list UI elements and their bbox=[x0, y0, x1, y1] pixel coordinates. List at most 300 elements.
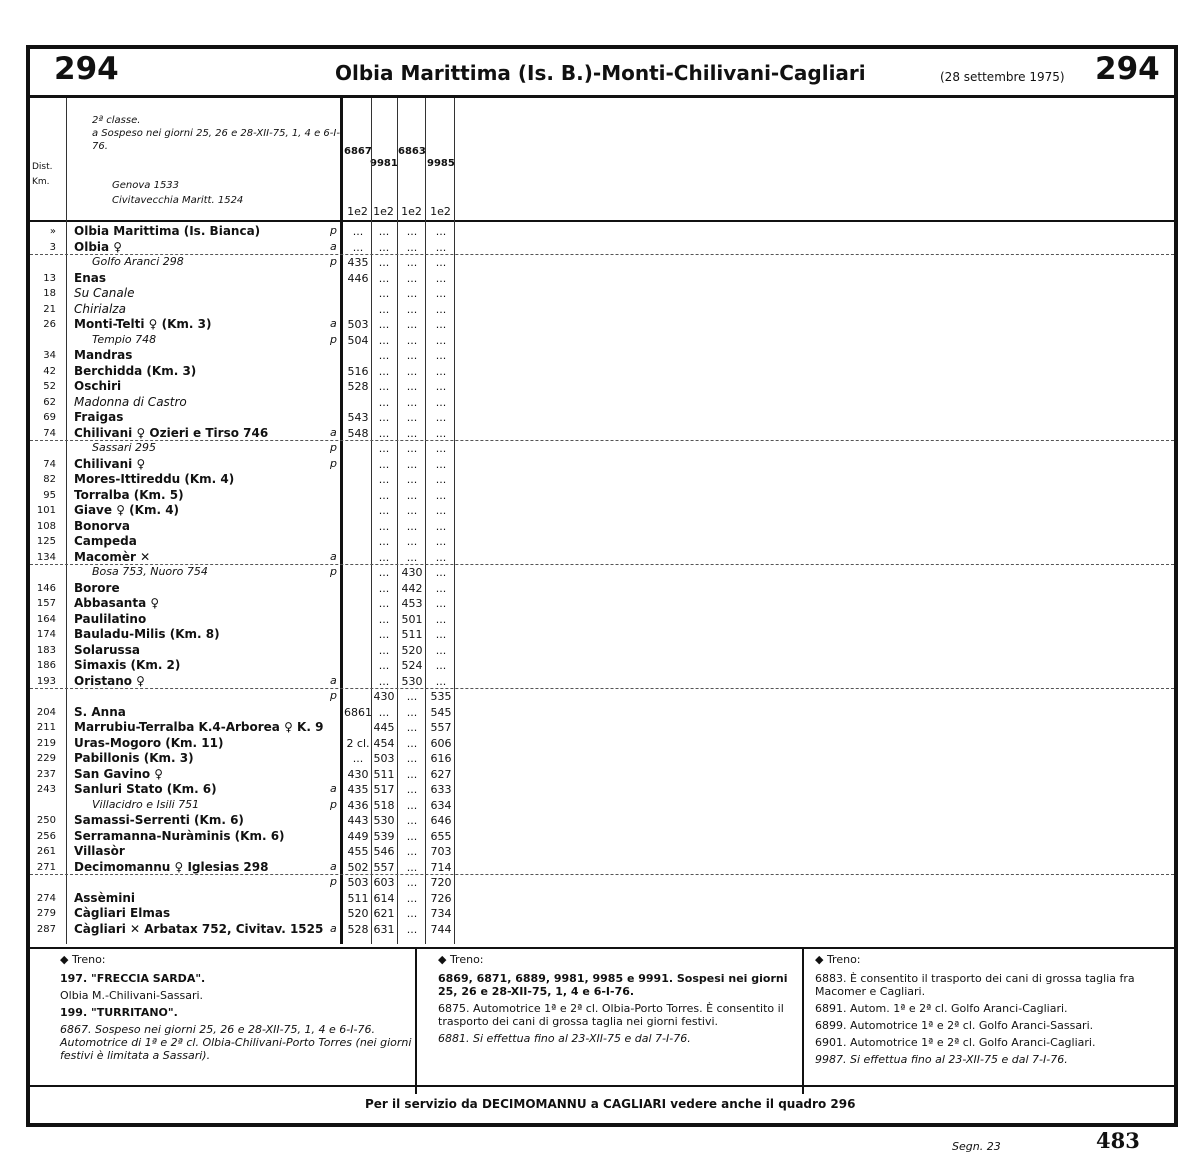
time-cell: ... bbox=[378, 643, 390, 657]
table-row bbox=[30, 736, 1174, 751]
time-cell: 714 bbox=[430, 860, 452, 874]
table-row bbox=[30, 689, 1174, 704]
time-cell: ... bbox=[378, 364, 390, 378]
time-cell: ... bbox=[352, 752, 364, 765]
station-name: Samassi-Serrenti (Km. 6) bbox=[74, 813, 244, 827]
time-cell: ... bbox=[406, 349, 418, 362]
table-row bbox=[30, 286, 1174, 301]
footnote-col-2: ◆ Treno: 6869, 6871, 6889, 9981, 9985 e 9991. Sospesi nei giorni 25, 26 e 28-XII-75, 1, 4 e 6-I-76. 6875. Automotrice 1ª e 2ª cl. Olbia-Porto Torres. È consentito il trasporto dei cani di grossa taglia nei giorni festivi. 6881. Si effettua fino al 23-XII-75 e dal 7-I-76. bbox=[438, 953, 788, 1045]
time-cell: 520 bbox=[401, 643, 423, 657]
time-cell: ... bbox=[435, 225, 447, 238]
ref-civitavecchia: Civitavecchia Maritt. 1524 bbox=[112, 195, 244, 206]
time-cell: ... bbox=[406, 333, 418, 347]
time-cell: ... bbox=[406, 690, 418, 703]
time-cell: 516 bbox=[347, 364, 369, 378]
station-name: Golfo Aranci 298 bbox=[92, 255, 184, 268]
table-row bbox=[30, 534, 1174, 549]
time-cell: 528 bbox=[347, 922, 369, 936]
time-cell: ... bbox=[406, 798, 418, 812]
time-cell: 430 bbox=[347, 767, 369, 781]
time-cell: ... bbox=[435, 488, 447, 502]
time-cell: ... bbox=[378, 287, 390, 300]
time-cell: 430 bbox=[373, 690, 395, 703]
station-name: Abbasanta ♀ bbox=[74, 596, 160, 610]
time-cell: 726 bbox=[430, 891, 452, 905]
arr-dep-marker: a bbox=[330, 673, 337, 687]
table-row bbox=[30, 829, 1174, 844]
table-row bbox=[30, 472, 1174, 487]
column-head-notes: 2ª classe. a Sospeso nei giorni 25, 26 e 28-XII-75, 1, 4 e 6-I-76. bbox=[92, 115, 340, 152]
time-cell: ... bbox=[378, 519, 390, 533]
station-name: Monti-Telti ♀ (Km. 3) bbox=[74, 317, 212, 331]
time-cell: 503 bbox=[347, 876, 369, 889]
station-name: Bauladu-Milis (Km. 8) bbox=[74, 627, 220, 641]
time-cell: ... bbox=[406, 504, 418, 517]
km-value: 287 bbox=[36, 923, 56, 935]
time-cell: ... bbox=[435, 550, 447, 564]
table-number-right: 294 bbox=[1095, 51, 1160, 87]
arr-dep-marker: p bbox=[330, 689, 337, 702]
station-name: Madonna di Castro bbox=[74, 394, 187, 409]
table-row bbox=[30, 860, 1174, 875]
time-cell: ... bbox=[435, 364, 447, 378]
train-number-9981: 9981 bbox=[370, 158, 398, 169]
time-cell: ... bbox=[378, 442, 390, 455]
time-cell: ... bbox=[378, 659, 390, 672]
time-cell: ... bbox=[435, 628, 447, 641]
time-cell: 504 bbox=[347, 333, 369, 347]
station-name: Chirialza bbox=[74, 301, 126, 316]
table-row bbox=[30, 410, 1174, 425]
time-cell: ... bbox=[435, 659, 447, 672]
station-name: Villacidro e Isili 751 bbox=[92, 797, 200, 811]
km-value: 146 bbox=[36, 582, 56, 594]
km-value: 69 bbox=[43, 412, 56, 423]
time-cell: ... bbox=[435, 395, 447, 409]
time-cell: 449 bbox=[347, 829, 369, 843]
time-cell: ... bbox=[435, 473, 447, 486]
km-value: 157 bbox=[36, 598, 56, 609]
arr-dep-marker: p bbox=[330, 441, 337, 454]
table-row bbox=[30, 364, 1174, 379]
time-cell: ... bbox=[406, 845, 418, 858]
time-cell: ... bbox=[378, 566, 390, 579]
arr-dep-marker: p bbox=[330, 797, 337, 811]
station-name: Chilivani ♀ bbox=[74, 456, 146, 471]
km-value: 3 bbox=[49, 241, 56, 253]
time-cell: ... bbox=[435, 519, 447, 533]
km-value: 34 bbox=[43, 350, 56, 361]
time-cell: ... bbox=[378, 581, 390, 595]
time-cell: ... bbox=[378, 628, 390, 641]
station-name: Sanluri Stato (Km. 6) bbox=[74, 782, 217, 796]
table-row bbox=[30, 627, 1174, 642]
table-row bbox=[30, 798, 1174, 813]
time-cell: 445 bbox=[373, 721, 395, 734]
km-value: 26 bbox=[43, 319, 56, 330]
time-cell: ... bbox=[435, 256, 447, 269]
time-cell: 455 bbox=[347, 845, 369, 858]
station-name: Marrubiu-Terralba K.4-Arborea ♀ K. 9 bbox=[74, 720, 324, 734]
km-value: 211 bbox=[36, 722, 56, 733]
time-cell: 530 bbox=[373, 814, 395, 827]
km-value: 250 bbox=[36, 815, 56, 826]
time-cell: 503 bbox=[373, 752, 395, 765]
time-cell: 557 bbox=[373, 860, 395, 874]
time-cell: ... bbox=[406, 380, 418, 393]
km-value: 219 bbox=[36, 737, 56, 749]
km-value: 101 bbox=[36, 505, 56, 516]
time-cell: ... bbox=[378, 674, 390, 688]
table-row bbox=[30, 426, 1174, 441]
table-row bbox=[30, 441, 1174, 456]
km-value: 261 bbox=[36, 846, 56, 857]
train-class-9981: 1e2 bbox=[373, 205, 394, 218]
table-header bbox=[30, 49, 1174, 98]
time-cell: ... bbox=[435, 426, 447, 440]
time-cell: 614 bbox=[373, 891, 395, 905]
time-cell: ... bbox=[406, 876, 418, 889]
time-cell: ... bbox=[435, 566, 447, 579]
time-cell: ... bbox=[406, 488, 418, 502]
time-cell: ... bbox=[378, 457, 390, 471]
station-name: Campeda bbox=[74, 534, 137, 548]
km-value: 108 bbox=[36, 520, 56, 532]
time-cell: 511 bbox=[373, 767, 395, 781]
time-cell: 435 bbox=[347, 256, 369, 269]
station-name: Borore bbox=[74, 580, 120, 595]
time-cell: ... bbox=[406, 736, 418, 750]
arr-dep-marker: a bbox=[330, 921, 337, 935]
km-value: 186 bbox=[36, 660, 56, 671]
station-name: San Gavino ♀ bbox=[74, 766, 164, 781]
table-title: Olbia Marittima (Is. B.)-Monti-Chilivani-Cagliari bbox=[335, 61, 866, 85]
arr-dep-marker: p bbox=[330, 255, 337, 268]
table-row bbox=[30, 550, 1174, 565]
time-cell: ... bbox=[406, 814, 418, 827]
table-row bbox=[30, 255, 1174, 270]
station-name: Olbia ♀ bbox=[74, 239, 123, 254]
time-cell: 546 bbox=[373, 845, 395, 858]
time-cell: ... bbox=[406, 721, 418, 734]
time-cell: 646 bbox=[430, 814, 452, 827]
station-name: Bonorva bbox=[74, 518, 131, 533]
table-row bbox=[30, 240, 1174, 255]
station-name: Sassari 295 bbox=[92, 441, 156, 454]
time-cell: ... bbox=[406, 907, 418, 920]
time-cell: ... bbox=[406, 256, 418, 269]
time-cell: ... bbox=[406, 426, 418, 440]
table-row bbox=[30, 488, 1174, 503]
time-cell: ... bbox=[435, 411, 447, 424]
table-row bbox=[30, 782, 1174, 797]
station-name: Tempio 748 bbox=[92, 332, 157, 346]
table-row bbox=[30, 519, 1174, 534]
time-cell: ... bbox=[378, 612, 390, 626]
table-row bbox=[30, 395, 1174, 410]
time-cell: ... bbox=[378, 504, 390, 517]
time-cell: ... bbox=[378, 488, 390, 502]
arr-dep-marker: p bbox=[330, 456, 337, 470]
arr-dep-marker: a bbox=[330, 782, 337, 795]
km-value: 243 bbox=[36, 784, 56, 795]
km-value: 74 bbox=[43, 427, 56, 439]
km-value: 42 bbox=[43, 365, 56, 377]
time-cell: ... bbox=[406, 705, 418, 719]
table-row bbox=[30, 658, 1174, 673]
km-value: 21 bbox=[43, 303, 56, 315]
time-cell: ... bbox=[406, 302, 418, 316]
time-cell: ... bbox=[435, 597, 447, 610]
time-cell: ... bbox=[378, 395, 390, 409]
table-row bbox=[30, 379, 1174, 394]
time-cell: 454 bbox=[373, 736, 395, 750]
station-name: Càgliari Elmas bbox=[74, 906, 171, 920]
table-row bbox=[30, 224, 1174, 239]
time-cell: 502 bbox=[347, 860, 369, 874]
station-name: Chilivani ♀ Ozieri e Tirso 746 bbox=[74, 425, 269, 440]
segn-label: Segn. 23 bbox=[952, 1140, 1001, 1153]
time-cell: 557 bbox=[430, 721, 452, 734]
time-cell: 520 bbox=[347, 907, 369, 920]
station-name: Oschiri bbox=[74, 379, 122, 393]
station-name: Paulilatino bbox=[74, 611, 147, 626]
km-value: 18 bbox=[43, 288, 56, 299]
arr-dep-marker: a bbox=[330, 425, 337, 439]
station-name: Oristano ♀ bbox=[74, 673, 145, 688]
table-row bbox=[30, 705, 1174, 720]
time-cell: 6861 bbox=[344, 705, 372, 719]
station-name: Simaxis (Km. 2) bbox=[74, 658, 181, 672]
km-value: 95 bbox=[43, 489, 56, 501]
footnote-col-3: ◆ Treno: 6883. È consentito il trasporto dei cani di grossa taglia fra Macomer e Cagliari. 6891. Autom. 1ª e 2ª cl. Golfo Aranci-Cagliari. 6899. Automotrice 1ª e 2ª cl. Golfo Aranci-Sassari. 6901. Automotrice 1ª e 2ª cl. Golfo Aranci-Cagliari. 9987. Si effettua fino al 23-XII-75 e dal 7-I-76. bbox=[815, 953, 1135, 1066]
time-cell: 430 bbox=[401, 566, 423, 579]
time-cell: ... bbox=[435, 535, 447, 548]
time-cell: 2 cl. bbox=[346, 736, 370, 750]
time-cell: ... bbox=[406, 519, 418, 533]
time-cell: ... bbox=[406, 752, 418, 765]
time-cell: 548 bbox=[347, 426, 369, 440]
time-cell: 518 bbox=[373, 798, 395, 812]
time-cell: ... bbox=[378, 550, 390, 564]
time-cell: 517 bbox=[373, 783, 395, 796]
km-header: Dist. Km. bbox=[32, 162, 53, 187]
time-cell: 501 bbox=[401, 612, 423, 626]
time-cell: 606 bbox=[430, 736, 452, 750]
station-name: Serramanna-Nuràminis (Km. 6) bbox=[74, 828, 285, 843]
km-value: 237 bbox=[36, 768, 56, 780]
time-cell: ... bbox=[435, 504, 447, 517]
time-cell: ... bbox=[378, 271, 390, 285]
time-cell: 734 bbox=[430, 907, 452, 920]
time-cell: ... bbox=[378, 705, 390, 719]
time-cell: ... bbox=[378, 380, 390, 393]
time-cell: ... bbox=[378, 535, 390, 548]
time-cell: ... bbox=[406, 395, 418, 409]
time-cell: ... bbox=[435, 271, 447, 285]
km-value: 164 bbox=[36, 613, 56, 625]
timetable-frame bbox=[26, 45, 1178, 1127]
time-cell: 621 bbox=[373, 907, 395, 920]
time-cell: ... bbox=[435, 287, 447, 300]
table-row bbox=[30, 875, 1174, 890]
table-row bbox=[30, 348, 1174, 363]
train-class-6867: 1e2 bbox=[347, 205, 368, 218]
ref-genova: Genova 1533 bbox=[112, 180, 180, 191]
time-cell: 511 bbox=[347, 891, 369, 905]
time-cell: ... bbox=[406, 240, 418, 254]
table-row bbox=[30, 751, 1174, 766]
km-value: » bbox=[49, 226, 56, 237]
time-cell: ... bbox=[435, 240, 447, 254]
time-cell: ... bbox=[378, 426, 390, 440]
time-cell: 436 bbox=[347, 798, 369, 812]
station-name: Mandras bbox=[74, 348, 133, 362]
station-name: Macomèr ✕ bbox=[74, 549, 151, 564]
table-row bbox=[30, 596, 1174, 611]
time-cell: 524 bbox=[401, 659, 423, 672]
station-name: Berchidda (Km. 3) bbox=[74, 363, 197, 378]
time-cell: ... bbox=[406, 829, 418, 843]
km-value: 82 bbox=[43, 474, 56, 485]
time-cell: ... bbox=[406, 287, 418, 300]
time-cell: 634 bbox=[430, 798, 452, 812]
time-cell: ... bbox=[435, 349, 447, 362]
table-row bbox=[30, 767, 1174, 782]
table-row bbox=[30, 643, 1174, 658]
time-cell: 720 bbox=[430, 876, 452, 889]
table-row bbox=[30, 674, 1174, 689]
time-cell: ... bbox=[406, 891, 418, 905]
km-value: 204 bbox=[36, 706, 56, 718]
time-cell: 511 bbox=[401, 628, 423, 641]
time-cell: ... bbox=[378, 411, 390, 424]
km-value: 125 bbox=[36, 536, 56, 547]
arr-dep-marker: a bbox=[330, 549, 337, 563]
train-class-9985: 1e2 bbox=[430, 205, 451, 218]
table-date: (28 settembre 1975) bbox=[940, 70, 1065, 84]
time-cell: 503 bbox=[347, 318, 369, 331]
time-cell: 655 bbox=[430, 829, 452, 843]
time-cell: 528 bbox=[347, 380, 369, 393]
time-cell: ... bbox=[406, 860, 418, 874]
km-value: 62 bbox=[43, 396, 56, 408]
station-name: Giave ♀ (Km. 4) bbox=[74, 503, 180, 517]
time-cell: ... bbox=[406, 535, 418, 548]
km-value: 271 bbox=[36, 861, 56, 873]
time-cell: 435 bbox=[347, 783, 369, 796]
km-value: 193 bbox=[36, 675, 56, 687]
table-row bbox=[30, 271, 1174, 286]
time-cell: ... bbox=[378, 225, 390, 238]
time-cell: ... bbox=[406, 473, 418, 486]
time-cell: ... bbox=[406, 922, 418, 936]
table-row bbox=[30, 333, 1174, 348]
footnotes bbox=[30, 947, 1174, 1094]
station-name: Decimomannu ♀ Iglesias 298 bbox=[74, 859, 269, 874]
time-cell: 530 bbox=[401, 674, 423, 688]
station-name: Mores-Ittireddu (Km. 4) bbox=[74, 472, 235, 486]
time-cell: ... bbox=[435, 302, 447, 316]
arr-dep-marker: p bbox=[330, 565, 337, 578]
table-row bbox=[30, 581, 1174, 596]
time-cell: ... bbox=[435, 643, 447, 657]
time-cell: ... bbox=[435, 674, 447, 688]
time-cell: ... bbox=[435, 318, 447, 331]
table-row bbox=[30, 612, 1174, 627]
station-name: Uras-Mogoro (Km. 11) bbox=[74, 735, 224, 750]
train-number-6867: 6867 bbox=[344, 146, 372, 157]
station-name: Su Canale bbox=[74, 286, 135, 300]
time-cell: 543 bbox=[347, 411, 369, 424]
station-name: Bosa 753, Nuoro 754 bbox=[92, 565, 208, 578]
arr-dep-marker: a bbox=[330, 859, 337, 873]
table-row bbox=[30, 720, 1174, 735]
km-value: 183 bbox=[36, 644, 56, 656]
time-cell: ... bbox=[406, 457, 418, 471]
station-name: Torralba (Km. 5) bbox=[74, 487, 184, 502]
time-cell: ... bbox=[378, 302, 390, 316]
time-cell: 744 bbox=[430, 922, 452, 936]
time-cell: 539 bbox=[373, 829, 395, 843]
time-cell: 545 bbox=[430, 705, 452, 719]
time-cell: 446 bbox=[347, 271, 369, 285]
footnote-col-1: ◆ Treno: 197. "FRECCIA SARDA". Olbia M.-Chilivani-Sassari. 199. "TURRITANO". 6867. Sospeso nei giorni 25, 26 e 28-XII-75, 1, 4 e 6-I-76. Automotrice di 1ª e 2ª cl. Olbia-Chilivani-Porto Torres (nei giorni festivi è limitata a Sassari). bbox=[60, 953, 412, 1062]
table-row bbox=[30, 503, 1174, 518]
time-cell: 535 bbox=[430, 690, 452, 703]
station-name: Assèmini bbox=[74, 890, 135, 905]
time-cell: ... bbox=[378, 240, 390, 254]
table-row bbox=[30, 844, 1174, 859]
arr-dep-marker: a bbox=[330, 317, 337, 330]
time-cell: ... bbox=[378, 318, 390, 331]
time-cell: ... bbox=[435, 442, 447, 455]
column-head bbox=[30, 98, 1174, 222]
page-number: 483 bbox=[1096, 1128, 1140, 1153]
table-row bbox=[30, 565, 1174, 580]
arr-dep-marker: a bbox=[330, 239, 337, 253]
time-cell: ... bbox=[406, 550, 418, 564]
time-cell: ... bbox=[406, 225, 418, 238]
time-cell: ... bbox=[378, 473, 390, 486]
time-cell: ... bbox=[406, 411, 418, 424]
train-class-6863: 1e2 bbox=[401, 205, 422, 218]
time-cell: ... bbox=[378, 349, 390, 362]
time-cell: ... bbox=[435, 457, 447, 471]
time-cell: ... bbox=[435, 333, 447, 347]
time-cell: ... bbox=[406, 318, 418, 331]
km-value: 279 bbox=[36, 908, 56, 919]
table-row bbox=[30, 922, 1174, 937]
km-value: 13 bbox=[43, 272, 56, 284]
train-number-9985: 9985 bbox=[427, 158, 455, 169]
time-cell: 627 bbox=[430, 767, 452, 781]
km-value: 52 bbox=[43, 381, 56, 392]
train-number-6863: 6863 bbox=[398, 146, 426, 157]
time-cell: 603 bbox=[373, 876, 395, 889]
time-cell: ... bbox=[378, 256, 390, 269]
time-cell: ... bbox=[352, 225, 364, 238]
bottom-note: Per il servizio da DECIMOMANNU a CAGLIARI vedere anche il quadro 296 bbox=[30, 1085, 1174, 1123]
station-name: Villasòr bbox=[74, 844, 125, 858]
table-row bbox=[30, 457, 1174, 472]
time-cell: ... bbox=[435, 581, 447, 595]
station-name: Pabillonis (Km. 3) bbox=[74, 751, 194, 765]
table-number-left: 294 bbox=[54, 51, 119, 87]
km-value: 229 bbox=[36, 753, 56, 764]
time-cell: 453 bbox=[401, 597, 423, 610]
km-value: 74 bbox=[43, 458, 56, 470]
